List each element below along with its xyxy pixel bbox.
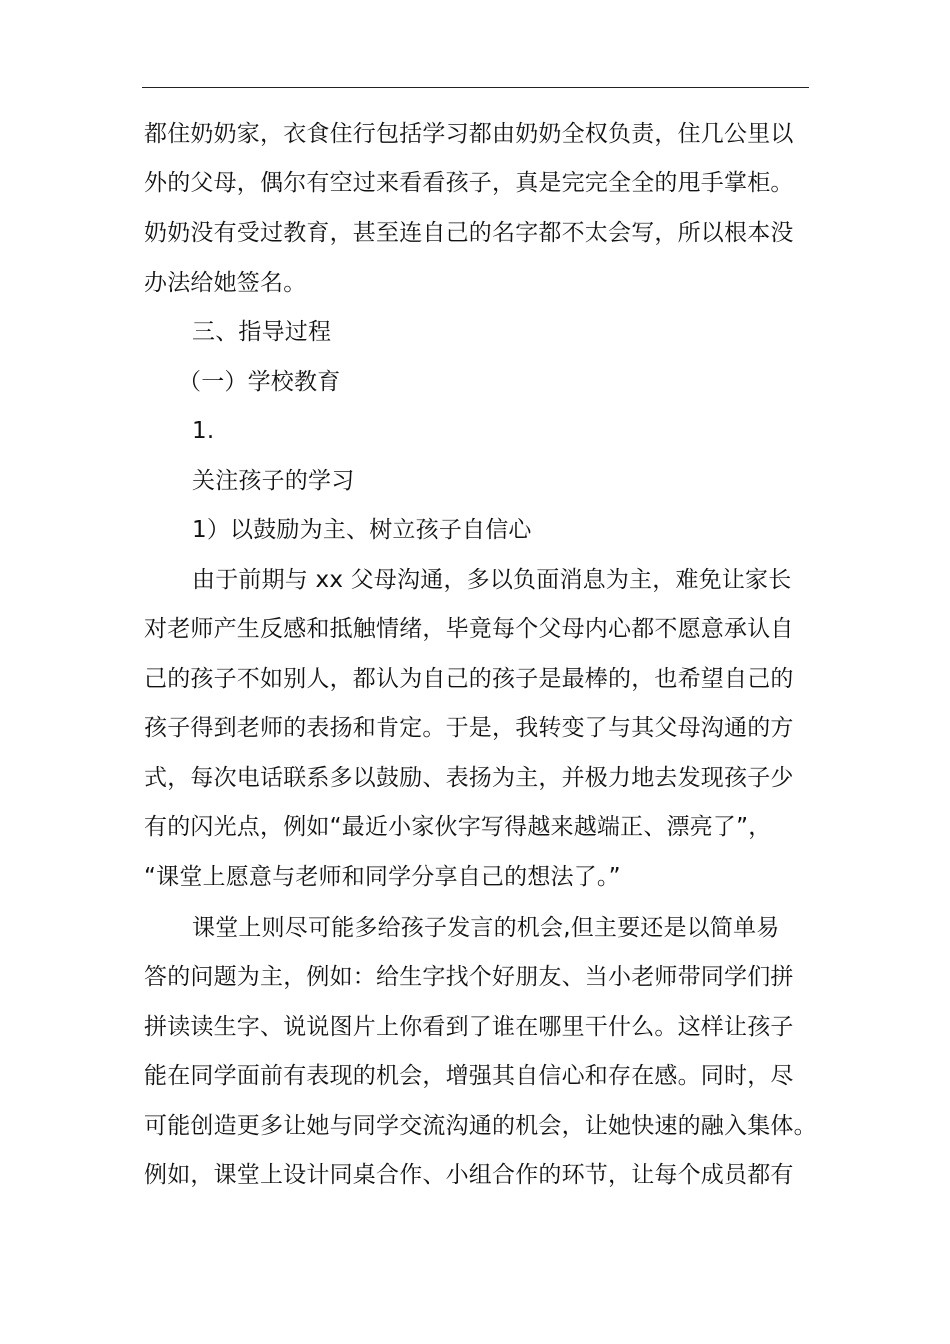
paragraph-line: 答的问题为主，例如：给生字找个好朋友、当小老师带同学们拼 [144, 964, 794, 990]
paragraph-line: 都住奶奶家，衣食住行包括学习都由奶奶全权负责，住几公里以 [144, 121, 794, 147]
paragraph-line: 己的孩子不如别人，都认为自己的孩子是最棒的，也希望自己的 [144, 666, 794, 692]
list-number: 1. [192, 418, 215, 444]
subsection-heading: （一）学校教育 [178, 369, 341, 395]
paragraph-line: 式，每次电话联系多以鼓励、表扬为主，并极力地去发现孩子少 [144, 765, 794, 791]
header-rule [142, 87, 809, 88]
paragraph-line: 例如，课堂上设计同桌合作、小组合作的环节，让每个成员都有 [144, 1162, 794, 1188]
paragraph-line: 能在同学面前有表现的机会，增强其自信心和存在感。同时，尽 [144, 1063, 794, 1089]
paragraph-line: 奶奶没有受过教育，甚至连自己的名字都不太会写，所以根本没 [144, 220, 794, 246]
paragraph-line: 课堂上则尽可能多给孩子发言的机会,但主要还是以简单易 [192, 915, 780, 941]
paragraph-line: 外的父母，偶尔有空过来看看孩子，真是完完全全的甩手掌柜。 [144, 170, 794, 196]
paragraph-line: 办法给她签名。 [144, 270, 307, 296]
paragraph-line: 由于前期与 xx 父母沟通，多以负面消息为主，难免让家长 [192, 567, 792, 593]
paragraph-line: 拼读读生字、说说图片上你看到了谁在哪里干什么。这样让孩子 [144, 1014, 794, 1040]
paragraph-line: 对老师产生反感和抵触情绪，毕竟每个父母内心都不愿意承认自 [144, 616, 794, 642]
paragraph-line: 孩子得到老师的表扬和肯定。于是，我转变了与其父母沟通的方 [144, 715, 794, 741]
paragraph-line: 有的闪光点，例如“最近小家伙字写得越来越端正、漂亮了”， [144, 814, 772, 840]
paragraph-line: 可能创造更多让她与同学交流沟通的机会，让她快速的融入集体。 [144, 1113, 817, 1139]
paragraph-line: “课堂上愿意与老师和同学分享自己的想法了。” [144, 864, 621, 890]
section-heading: 三、指导过程 [192, 319, 332, 345]
item-heading: 关注孩子的学习 [192, 468, 355, 494]
sub-item-heading: 1）以鼓励为主、树立孩子自信心 [192, 517, 532, 543]
